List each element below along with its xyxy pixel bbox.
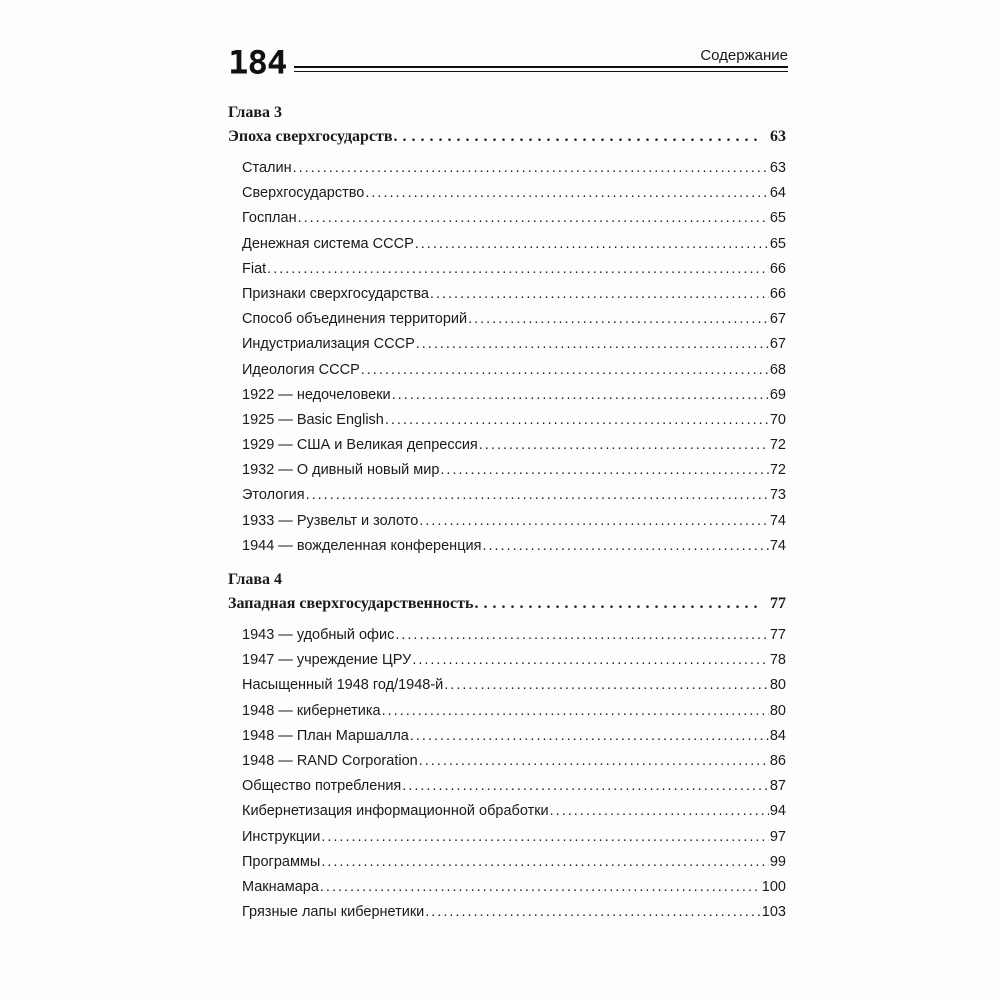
toc-entry-title: Кибернетизация информационной обработки [242, 803, 549, 820]
toc-entry-title: 1925 — Basic English [242, 411, 384, 428]
dot-leader [425, 900, 761, 925]
dot-leader [415, 232, 769, 257]
toc-entry [228, 534, 786, 559]
toc-entry-page: 78 [769, 652, 786, 669]
toc-entry [228, 232, 786, 257]
dot-leader [419, 749, 769, 774]
toc-entry [228, 307, 786, 332]
toc-entry-page: 68 [769, 361, 786, 378]
dot-leader [321, 825, 769, 850]
toc-entry-page: 63 [769, 160, 786, 176]
chapter-3 [228, 102, 786, 559]
dot-leader [321, 850, 769, 875]
dot-leader [361, 358, 769, 383]
toc-entry [228, 648, 786, 673]
toc-entry-title: 1948 — RAND Corporation [242, 752, 418, 769]
toc-entry [228, 181, 786, 206]
toc-entry-page: 72 [769, 437, 786, 454]
section-title: Содержание [692, 48, 788, 64]
toc-entry-page: 64 [769, 185, 786, 202]
toc-entry [228, 900, 786, 925]
toc-entry [228, 156, 786, 181]
dot-leader [412, 648, 769, 673]
toc-entry [228, 206, 786, 231]
toc-entry-title: 1948 — План Маршалла [242, 727, 409, 744]
header-rule [294, 66, 788, 68]
page-header [228, 44, 788, 84]
toc-entry [228, 774, 786, 799]
toc-entry-title: Способ объединения территорий [242, 311, 468, 328]
dot-leader [298, 206, 769, 231]
dot-leader [474, 591, 763, 617]
toc-entry-title: 1948 — кибернетика [242, 702, 381, 719]
toc-entry-page: 65 [769, 235, 786, 252]
toc-entry-title: Грязные лапы кибернетики [242, 904, 425, 921]
dot-leader [416, 332, 769, 357]
toc-entry [228, 825, 786, 850]
dot-leader [482, 534, 768, 559]
chapter-label: Глава 4 [228, 571, 282, 588]
toc-entry-title: Признаки сверхгосударства [242, 285, 429, 302]
toc-entry [228, 282, 786, 307]
toc-entry-title: Насыщенный 1948 год/1948-й [242, 677, 444, 694]
toc-entry-title: Сталин [242, 160, 292, 176]
toc-entry-page: 74 [769, 537, 786, 554]
toc-entry-title: 1922 — недочеловеки [242, 386, 391, 403]
dot-leader [410, 724, 769, 749]
toc-entry-page: 99 [769, 853, 786, 870]
toc-entry-page: 72 [769, 462, 786, 479]
dot-leader [320, 875, 761, 900]
toc-entry-title: Денежная система СССР [242, 235, 414, 252]
chapter-page-ref: 63 [770, 128, 786, 145]
toc-entry-title: 1943 — удобный офис [242, 627, 395, 643]
toc-entry-title: Fiat [242, 260, 267, 277]
toc-entry [228, 483, 786, 508]
dot-leader [430, 282, 769, 307]
dot-leader [394, 124, 763, 150]
table-of-contents [228, 100, 786, 935]
dot-leader [306, 483, 769, 508]
toc-entry-page: 97 [769, 828, 786, 845]
toc-entry-title: 1944 — вожделенная конференция [242, 537, 482, 554]
toc-entry-page: 74 [769, 512, 786, 529]
dot-leader [293, 156, 769, 181]
toc-entry [228, 673, 786, 698]
toc-entry-page: 66 [769, 285, 786, 302]
dot-leader [440, 458, 768, 483]
toc-entry-title: 1932 — О дивный новый мир [242, 462, 440, 479]
toc-entry-title: Этология [242, 487, 305, 504]
toc-entry-title: Идеология СССР [242, 361, 360, 378]
toc-entry [228, 699, 786, 724]
toc-entry-title: Макнамара [242, 878, 319, 895]
dot-leader [419, 509, 769, 534]
toc-entry-title: Программы [242, 853, 321, 870]
dot-leader [267, 257, 769, 282]
toc-entry-page: 70 [769, 411, 786, 428]
toc-entry-title: 1933 — Рузвельт и золото [242, 512, 419, 529]
toc-entry-page: 100 [761, 878, 786, 895]
toc-entry-page: 94 [769, 803, 786, 820]
toc-entry [228, 799, 786, 824]
toc-entry-title: Сверхгосударство [242, 185, 365, 202]
page-number: 184 [228, 44, 287, 82]
toc-entry [228, 458, 786, 483]
chapter-page-ref: 77 [770, 595, 786, 612]
toc-entry [228, 724, 786, 749]
toc-entry-page: 77 [769, 627, 786, 643]
toc-entry-title: 1929 — США и Великая депрессия [242, 437, 478, 454]
chapter-title-row [228, 124, 786, 150]
toc-entry-page: 67 [769, 336, 786, 353]
toc-entry [228, 383, 786, 408]
dot-leader [479, 433, 769, 458]
toc-entry [228, 509, 786, 534]
dot-leader [382, 699, 769, 724]
header-rule-thin [294, 71, 788, 72]
toc-entry-page: 103 [761, 904, 786, 921]
dot-leader [385, 408, 769, 433]
toc-entry-page: 65 [769, 210, 786, 227]
toc-entry-page: 80 [769, 677, 786, 694]
chapter-title: Западная сверхгосударственность [228, 595, 474, 612]
toc-entry-page: 69 [769, 386, 786, 403]
toc-entry-page: 66 [769, 260, 786, 277]
toc-entry-title: Общество потребления [242, 778, 402, 795]
dot-leader [468, 307, 769, 332]
dot-leader [550, 799, 769, 824]
chapter-title-row [228, 591, 786, 617]
dot-leader [392, 383, 769, 408]
toc-entry-page: 80 [769, 702, 786, 719]
toc-entry [228, 875, 786, 900]
toc-entry [228, 257, 786, 282]
toc-entry-title: Индустриализация СССР [242, 336, 415, 353]
toc-entry-title: 1947 — учреждение ЦРУ [242, 652, 412, 669]
toc-entry [228, 749, 786, 774]
toc-entry-page: 84 [769, 727, 786, 744]
toc-entry-page: 67 [769, 311, 786, 328]
toc-entry [228, 408, 786, 433]
toc-entry-page: 87 [769, 778, 786, 795]
toc-entry-page: 86 [769, 752, 786, 769]
toc-entry-page: 73 [769, 487, 786, 504]
toc-entry [228, 358, 786, 383]
toc-entry-title: Инструкции [242, 828, 321, 845]
chapter-title: Эпоха сверхгосударств [228, 128, 393, 145]
toc-entry [228, 433, 786, 458]
chapter-label: Глава 3 [228, 104, 282, 121]
dot-leader [444, 673, 769, 698]
dot-leader [365, 181, 768, 206]
toc-entry [228, 332, 786, 357]
toc-entry-title: Госплан [242, 210, 297, 227]
dot-leader [395, 623, 769, 648]
toc-entry [228, 623, 786, 648]
toc-entry [228, 850, 786, 875]
dot-leader [402, 774, 769, 799]
chapter-4 [228, 569, 786, 925]
